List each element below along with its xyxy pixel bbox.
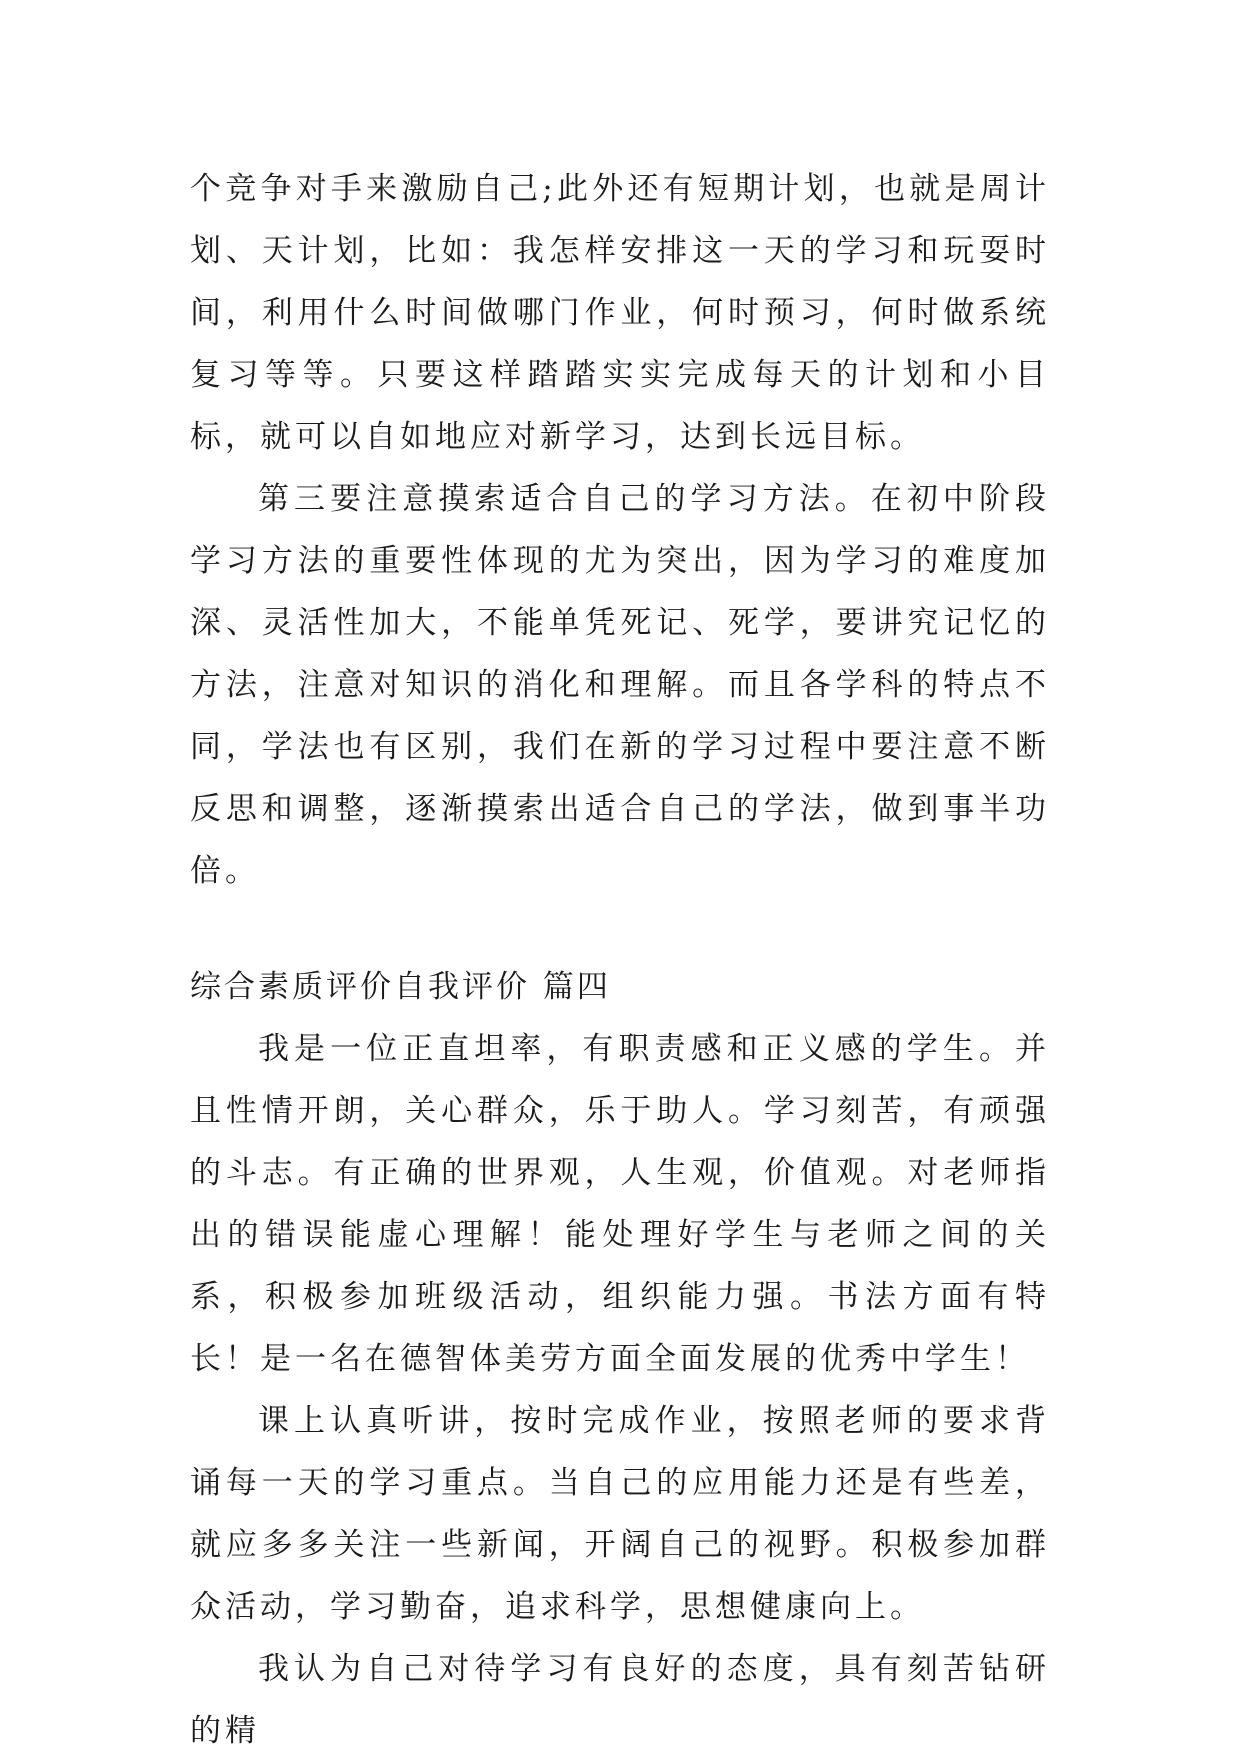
document-body (190, 158, 1050, 1762)
section-heading: 综合素质评价自我评价 篇四 (190, 969, 611, 1005)
paragraph-attitude: 我认为自己对待学习有良好的态度，具有刻苦钻研的精 (190, 1651, 1050, 1749)
paragraph-continued: 个竞争对手来激励自己;此外还有短期计划，也就是周计划、天计划，比如：我怎样安排这一天的学习和玩耍时间，利用什么时间做哪门作业，何时预习，何时做系统复习等等。只要这样踏踏实实完成每天的计划和小目标，就可以自如地应对新学习，达到长远目标。 (190, 171, 1050, 455)
paragraph-class-habits: 课上认真听讲，按时完成作业，按照老师的要求背诵每一天的学习重点。当自己的应用能力还是有些差，就应多多关注一些新闻，开阔自己的视野。积极参加群众活动，学习勤奋，追求科学，思想健康向上。 (190, 1403, 1050, 1625)
paragraph-study-method: 第三要注意摸索适合自己的学习方法。在初中阶段学习方法的重要性体现的尤为突出，因为学习的难度加深、灵活性加大，不能单凭死记、死学，要讲究记忆的方法，注意对知识的消化和理解。而且各学科的特点不同，学法也有区别，我们在新的学习过程中要注意不断反思和调整，逐渐摸索出适合自己的学法，做到事半功倍。 (190, 481, 1050, 889)
paragraph-self-description: 我是一位正直坦率，有职责感和正义感的学生。并且性情开朗，关心群众，乐于助人。学习刻苦，有顽强的斗志。有正确的世界观，人生观，价值观。对老师指出的错误能虚心理解！能处理好学生与老师之间的关系，积极参加班级活动，组织能力强。书法方面有特长！是一名在德智体美劳方面全面发展的优秀中学生！ (190, 1031, 1050, 1377)
